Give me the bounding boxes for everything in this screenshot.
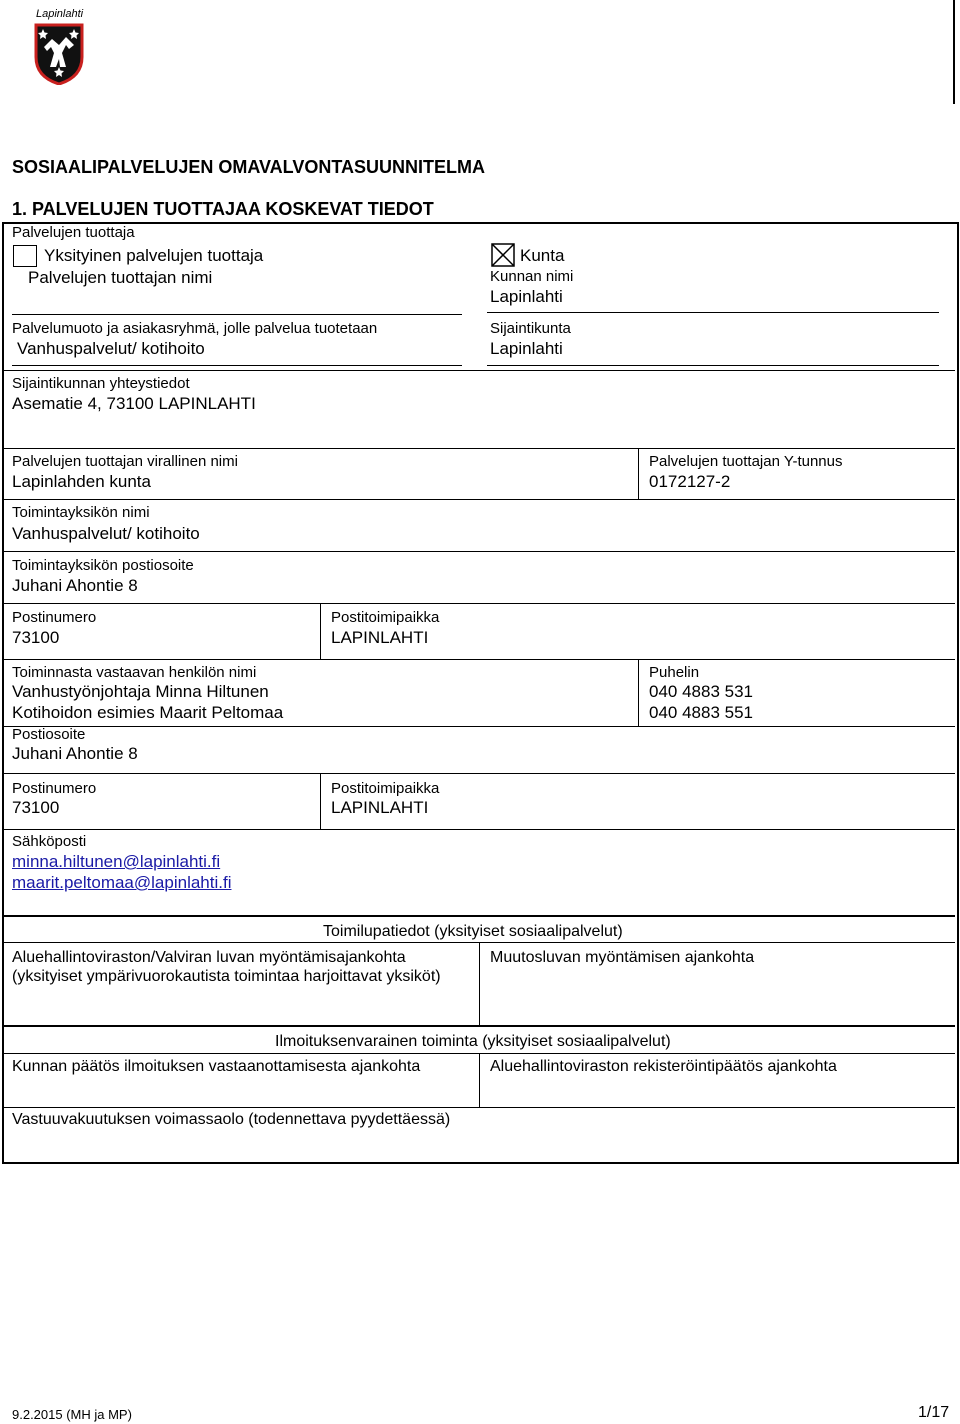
municipality-checkbox[interactable]: [491, 243, 515, 267]
divider: [4, 726, 955, 727]
business-id-label: Palvelujen tuottajan Y-tunnus: [649, 453, 843, 470]
municipality-label: Kunta: [520, 246, 565, 265]
divider: [4, 1025, 955, 1027]
divider: [638, 449, 639, 499]
avi-registration-label: Aluehallintoviraston rekisteröintipäätös ajankohta: [490, 1058, 837, 1075]
divider: [4, 551, 955, 552]
postcode-value[interactable]: 73100: [12, 798, 60, 817]
postcode-value[interactable]: 73100: [12, 628, 60, 647]
divider: [479, 943, 480, 1025]
post-office-label: Postitoimipaikka: [331, 780, 440, 797]
business-id-value[interactable]: 0172127-2: [649, 472, 731, 491]
municipality-name-label: Kunnan nimi: [490, 268, 574, 285]
location-contact-value[interactable]: Asematie 4, 73100 LAPINLAHTI: [12, 394, 256, 413]
location-value[interactable]: Lapinlahti: [490, 339, 563, 358]
divider: [4, 829, 955, 830]
divider: [12, 365, 462, 366]
private-provider-checkbox[interactable]: [13, 245, 37, 267]
unit-name-label: Toimintayksikön nimi: [12, 504, 150, 521]
divider: [320, 774, 321, 829]
responsible-person-2[interactable]: Kotihoidon esimies Maarit Peltomaa: [12, 703, 284, 722]
provider-label: Palvelujen tuottaja: [12, 224, 135, 241]
licenses-title: Toimilupatiedot (yksityiset sosiaalipalvelut): [323, 923, 623, 940]
coat-of-arms-icon: [34, 23, 84, 85]
divider: [4, 659, 955, 660]
municipal-decision-label: Kunnan päätös ilmoituksen vastaanottamisesta ajankohta: [12, 1058, 421, 1075]
phone-label: Puhelin: [649, 664, 700, 681]
municipality-name-value[interactable]: Lapinlahti: [490, 287, 563, 306]
postal-address-value[interactable]: Juhani Ahontie 8: [12, 576, 138, 595]
postcode-label: Postinumero: [12, 780, 97, 797]
divider: [4, 915, 955, 917]
logo: [28, 6, 88, 86]
divider: [638, 660, 639, 726]
private-provider-label: Yksityinen palvelujen tuottaja: [44, 246, 264, 265]
divider: [4, 448, 955, 449]
location-label: Sijaintikunta: [490, 320, 571, 337]
change-license-label: Muutosluvan myöntämisen ajankohta: [490, 949, 755, 966]
postal-address-label: Toimintayksikön postiosoite: [12, 557, 194, 574]
provider-name-label: Palvelujen tuottajan nimi: [28, 268, 213, 287]
doc-title: SOSIAALIPALVELUJEN OMAVALVONTASUUNNITELMA: [12, 157, 486, 177]
divider: [4, 603, 955, 604]
location-contact-label: Sijaintikunnan yhteystiedot: [12, 375, 190, 392]
post-office-label: Postitoimipaikka: [331, 609, 440, 626]
divider: [479, 1054, 480, 1107]
avi-license-label-line2: (yksityiset ympärivuorokautista toimintaa harjoittavat yksiköt): [12, 968, 441, 985]
divider: [4, 773, 955, 774]
divider: [487, 365, 939, 366]
official-name-value[interactable]: Lapinlahden kunta: [12, 472, 151, 491]
logo-text: Lapinlahti: [36, 8, 84, 20]
divider: [4, 499, 955, 500]
header-divider: [953, 0, 955, 104]
divider: [4, 370, 955, 371]
unit-name-value[interactable]: Vanhuspalvelut/ kotihoito: [12, 524, 200, 543]
responsible-person-1[interactable]: Vanhustyönjohtaja Minna Hiltunen: [12, 682, 269, 701]
footer-date-note: 9.2.2015 (MH ja MP): [12, 1407, 132, 1422]
postcode-label: Postinumero: [12, 609, 97, 626]
address-label: Postiosoite: [12, 726, 86, 743]
page-number: 1/17: [918, 1404, 950, 1421]
service-form-label: Palvelumuoto ja asiakasryhmä, jolle palvelua tuotetaan: [12, 320, 378, 337]
email-label: Sähköposti: [12, 833, 87, 850]
avi-license-label-line1: Aluehallintoviraston/Valviran luvan myöntämisajankohta: [12, 949, 406, 966]
address-value[interactable]: Juhani Ahontie 8: [12, 744, 138, 763]
phone-value-2[interactable]: 040 4883 551: [649, 703, 753, 722]
service-form-value[interactable]: Vanhuspalvelut/ kotihoito: [17, 339, 205, 358]
phone-value-1[interactable]: 040 4883 531: [649, 682, 753, 701]
divider: [4, 1107, 955, 1108]
insurance-label: Vastuuvakuutuksen voimassaolo (todennettava pyydettäessä): [12, 1111, 451, 1128]
divider: [320, 604, 321, 659]
official-name-label: Palvelujen tuottajan virallinen nimi: [12, 453, 238, 470]
email-link-1[interactable]: minna.hiltunen@lapinlahti.fi: [12, 852, 221, 871]
post-office-value[interactable]: LAPINLAHTI: [331, 798, 429, 817]
responsible-label: Toiminnasta vastaavan henkilön nimi: [12, 664, 257, 681]
divider: [12, 314, 462, 315]
section-title: 1. PALVELUJEN TUOTTAJAA KOSKEVAT TIEDOT: [12, 199, 434, 219]
notification-title: Ilmoituksenvarainen toiminta (yksityiset sosiaalipalvelut): [275, 1033, 671, 1050]
divider: [487, 312, 939, 313]
post-office-value[interactable]: LAPINLAHTI: [331, 628, 429, 647]
email-link-2[interactable]: maarit.peltomaa@lapinlahti.fi: [12, 873, 232, 892]
